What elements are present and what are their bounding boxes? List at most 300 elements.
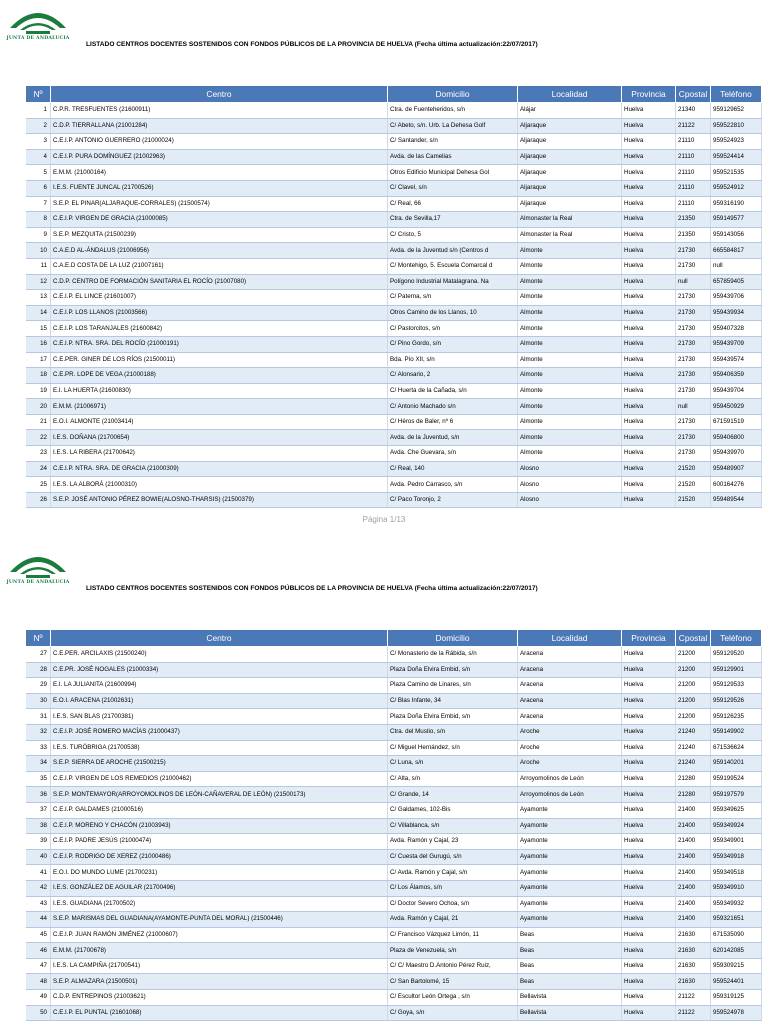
cell-cpostal: 21400 bbox=[676, 802, 711, 818]
cell-centro: E.M.M. (21000164) bbox=[51, 165, 388, 181]
table-row bbox=[26, 134, 762, 150]
cell-number: 14 bbox=[26, 305, 51, 321]
cell-cpostal: 21350 bbox=[676, 212, 711, 228]
cell-cpostal: 21400 bbox=[676, 849, 711, 865]
cell-number: 29 bbox=[26, 678, 51, 694]
cell-domicilio: C/ Pastorcitos, s/n bbox=[388, 321, 518, 337]
cell-centro: I.E.S. LA RIBERA (21700642) bbox=[51, 446, 388, 462]
table-row bbox=[26, 227, 762, 243]
cell-localidad: Almonte bbox=[518, 368, 622, 384]
cell-cpostal: 21110 bbox=[676, 165, 711, 181]
cell-localidad: Ayamonte bbox=[518, 896, 622, 912]
cell-telefono: 959524414 bbox=[711, 149, 762, 165]
cell-cpostal: 21280 bbox=[676, 771, 711, 787]
cell-domicilio: C/ Santander, s/n bbox=[388, 134, 518, 150]
cell-centro: C.D.P. CENTRO DE FORMACIÓN SANITARIA EL ROCÍO (21007080) bbox=[51, 274, 388, 290]
cell-provincia: Huelva bbox=[622, 990, 676, 1006]
cell-domicilio: Plaza Doña Elvira Embid, s/n bbox=[388, 709, 518, 725]
table-row bbox=[26, 477, 762, 493]
cell-centro: C.A.E.D COSTA DE LA LUZ (21007161) bbox=[51, 258, 388, 274]
cell-localidad: Almonte bbox=[518, 446, 622, 462]
cell-localidad: Beas bbox=[518, 943, 622, 959]
cell-centro: C.E.I.P. PADRE JESÚS (21000474) bbox=[51, 834, 388, 850]
cell-cpostal: 21200 bbox=[676, 662, 711, 678]
cell-centro: C.E.I.P. MORENO Y CHACÓN (21003943) bbox=[51, 818, 388, 834]
cell-domicilio: C/ Paterna, s/n bbox=[388, 290, 518, 306]
cell-cpostal: 21200 bbox=[676, 678, 711, 694]
cell-provincia: Huelva bbox=[622, 740, 676, 756]
col-header-localidad: Localidad bbox=[518, 86, 622, 103]
page-number: Página 1/13 bbox=[362, 515, 406, 524]
cell-cpostal: 21200 bbox=[676, 647, 711, 663]
table-row bbox=[26, 414, 762, 430]
cell-telefono: 959406800 bbox=[711, 430, 762, 446]
cell-centro: S.E.P. SIERRA DE AROCHE (21500215) bbox=[51, 756, 388, 772]
cell-telefono: 959129652 bbox=[711, 103, 762, 119]
cell-domicilio: C/ Alta, s/n bbox=[388, 771, 518, 787]
cell-domicilio: Ctra. de Sevilla,17 bbox=[388, 212, 518, 228]
cell-domicilio: Ctra. de Fuenteheridos, s/n bbox=[388, 103, 518, 119]
table-row bbox=[26, 740, 762, 756]
table-row bbox=[26, 802, 762, 818]
cell-provincia: Huelva bbox=[622, 399, 676, 415]
cell-provincia: Huelva bbox=[622, 461, 676, 477]
col-header-telefono: Teléfono bbox=[711, 86, 762, 103]
cell-provincia: Huelva bbox=[622, 709, 676, 725]
cell-cpostal: 21730 bbox=[676, 321, 711, 337]
junta-logo bbox=[6, 4, 70, 44]
col-header-domicilio: Domicilio bbox=[388, 86, 518, 103]
cell-cpostal: 21280 bbox=[676, 787, 711, 803]
cell-cpostal: 21110 bbox=[676, 149, 711, 165]
cell-cpostal: 21730 bbox=[676, 446, 711, 462]
cell-domicilio: C/ Luna, s/n bbox=[388, 756, 518, 772]
cell-domicilio: C/ Paco Toronjo, 2 bbox=[388, 492, 518, 508]
cell-number: 6 bbox=[26, 180, 51, 196]
cell-domicilio: C/ Miguel Hernández, s/n bbox=[388, 740, 518, 756]
cell-cpostal: 21240 bbox=[676, 724, 711, 740]
table-row bbox=[26, 896, 762, 912]
cell-number: 30 bbox=[26, 693, 51, 709]
cell-number: 33 bbox=[26, 740, 51, 756]
cell-centro: S.E.P. MARISMAS DEL GUADIANA(AYAMONTE-PUNTA DEL MORAL) (21500446) bbox=[51, 912, 388, 928]
cell-number: 48 bbox=[26, 974, 51, 990]
cell-provincia: Huelva bbox=[622, 492, 676, 508]
cell-number: 15 bbox=[26, 321, 51, 337]
cell-cpostal: 21200 bbox=[676, 693, 711, 709]
cell-domicilio: C/ Real, 140 bbox=[388, 461, 518, 477]
cell-number: 42 bbox=[26, 880, 51, 896]
junta-logo bbox=[6, 548, 70, 588]
cell-number: 22 bbox=[26, 430, 51, 446]
cell-domicilio: Avda. Che Guevara, s/n bbox=[388, 446, 518, 462]
cell-localidad: Ayamonte bbox=[518, 802, 622, 818]
cell-localidad: Almonte bbox=[518, 243, 622, 259]
cell-domicilio: Ctra. del Mustio, s/n bbox=[388, 724, 518, 740]
cell-telefono: 959349518 bbox=[711, 865, 762, 881]
cell-domicilio: C/ Escultor León Ortega , s/n bbox=[388, 990, 518, 1006]
cell-centro: S.E.P. ALMAZARA (21500501) bbox=[51, 974, 388, 990]
cell-domicilio: Avda. Ramón y Cajal, 23 bbox=[388, 834, 518, 850]
table-row bbox=[26, 196, 762, 212]
table-row bbox=[26, 243, 762, 259]
table-row bbox=[26, 709, 762, 725]
cell-number: 23 bbox=[26, 446, 51, 462]
cell-provincia: Huelva bbox=[622, 430, 676, 446]
cell-localidad: Beas bbox=[518, 927, 622, 943]
cell-centro: E.M.M. (21006971) bbox=[51, 399, 388, 415]
cell-telefono: 620142085 bbox=[711, 943, 762, 959]
cell-localidad: Aljaraque bbox=[518, 165, 622, 181]
cell-cpostal: 21122 bbox=[676, 118, 711, 134]
cell-centro: I.E.S. GONZÁLEZ DE AGUILAR (21700496) bbox=[51, 880, 388, 896]
cell-telefono: 959450929 bbox=[711, 399, 762, 415]
cell-centro: C.E.I.P. JOSÉ ROMERO MACÍAS (21000437) bbox=[51, 724, 388, 740]
cell-localidad: Aracena bbox=[518, 678, 622, 694]
cell-provincia: Huelva bbox=[622, 149, 676, 165]
cell-centro: I.E.S. FUENTE JUNCAL (21700526) bbox=[51, 180, 388, 196]
cell-cpostal: 21730 bbox=[676, 305, 711, 321]
cell-centro: C.E.I.P. NTRA. SRA. DEL ROCÍO (21000191) bbox=[51, 336, 388, 352]
table-row bbox=[26, 368, 762, 384]
cell-centro: C.E.I.P. LOS TARANJALES (21600842) bbox=[51, 321, 388, 337]
cell-cpostal: 21730 bbox=[676, 290, 711, 306]
cell-domicilio: C/ Goya, s/n bbox=[388, 1005, 518, 1021]
cell-telefono: 959319125 bbox=[711, 990, 762, 1006]
cell-provincia: Huelva bbox=[622, 368, 676, 384]
cell-telefono: 657859405 bbox=[711, 274, 762, 290]
cell-localidad: Alájar bbox=[518, 103, 622, 119]
cell-number: 25 bbox=[26, 477, 51, 493]
cell-cpostal: 21730 bbox=[676, 336, 711, 352]
cell-domicilio: C/ Huerta de la Cañada, s/n bbox=[388, 383, 518, 399]
cell-number: 5 bbox=[26, 165, 51, 181]
cell-centro: E.O.I. ALMONTE (21003414) bbox=[51, 414, 388, 430]
cell-cpostal: 21400 bbox=[676, 834, 711, 850]
cell-domicilio: C/ Blas Infante, 34 bbox=[388, 693, 518, 709]
cell-cpostal: 21400 bbox=[676, 880, 711, 896]
cell-number: 31 bbox=[26, 709, 51, 725]
table-row bbox=[26, 724, 762, 740]
cell-centro: I.E.S. GUADIANA (21700502) bbox=[51, 896, 388, 912]
cell-localidad: Almonte bbox=[518, 336, 622, 352]
cell-centro: I.E.S. TURÓBRIGA (21700538) bbox=[51, 740, 388, 756]
cell-number: 13 bbox=[26, 290, 51, 306]
table-row bbox=[26, 352, 762, 368]
cell-number: 39 bbox=[26, 834, 51, 850]
col-header-telefono: Teléfono bbox=[711, 630, 762, 647]
cell-telefono: 671591519 bbox=[711, 414, 762, 430]
cell-cpostal: 21122 bbox=[676, 1005, 711, 1021]
col-header-provincia: Provincia bbox=[622, 86, 676, 103]
cell-provincia: Huelva bbox=[622, 647, 676, 663]
table-row bbox=[26, 492, 762, 508]
cell-localidad: Aroche bbox=[518, 740, 622, 756]
cell-number: 12 bbox=[26, 274, 51, 290]
cell-number: 41 bbox=[26, 865, 51, 881]
table-row bbox=[26, 461, 762, 477]
cell-provincia: Huelva bbox=[622, 180, 676, 196]
cell-domicilio: C/ Real, 66 bbox=[388, 196, 518, 212]
cell-domicilio: Plaza de Venezuela, s/n bbox=[388, 943, 518, 959]
cell-number: 49 bbox=[26, 990, 51, 1006]
cell-localidad: Ayamonte bbox=[518, 880, 622, 896]
table-row bbox=[26, 756, 762, 772]
cell-cpostal: 21730 bbox=[676, 258, 711, 274]
table-header-row bbox=[26, 86, 762, 103]
table-row bbox=[26, 1005, 762, 1021]
junta-arch-icon bbox=[6, 4, 70, 38]
table-row bbox=[26, 180, 762, 196]
cell-number: 8 bbox=[26, 212, 51, 228]
cell-telefono: 959406359 bbox=[711, 368, 762, 384]
cell-number: 32 bbox=[26, 724, 51, 740]
table-row bbox=[26, 647, 762, 663]
cell-number: 17 bbox=[26, 352, 51, 368]
cell-centro: C.E.I.P. ANTONIO GUERRERO (21000024) bbox=[51, 134, 388, 150]
cell-localidad: Almonte bbox=[518, 399, 622, 415]
col-header-provincia: Provincia bbox=[622, 630, 676, 647]
cell-provincia: Huelva bbox=[622, 771, 676, 787]
cell-telefono: 959349910 bbox=[711, 880, 762, 896]
cell-domicilio: Plaza Camino de Linares, s/n bbox=[388, 678, 518, 694]
table-row bbox=[26, 118, 762, 134]
cell-number: 3 bbox=[26, 134, 51, 150]
cell-cpostal: 21520 bbox=[676, 492, 711, 508]
cell-number: 34 bbox=[26, 756, 51, 772]
cell-number: 19 bbox=[26, 383, 51, 399]
cell-telefono: 959316190 bbox=[711, 196, 762, 212]
cell-provincia: Huelva bbox=[622, 787, 676, 803]
cell-domicilio: C/ Cuesta del Gurugú, s/n bbox=[388, 849, 518, 865]
cell-telefono: 959524978 bbox=[711, 1005, 762, 1021]
cell-cpostal: 21200 bbox=[676, 709, 711, 725]
cell-provincia: Huelva bbox=[622, 974, 676, 990]
col-header-centro: Centro bbox=[51, 630, 388, 647]
cell-number: 46 bbox=[26, 943, 51, 959]
cell-number: 45 bbox=[26, 927, 51, 943]
cell-telefono: 959349901 bbox=[711, 834, 762, 850]
cell-localidad: Almonaster la Real bbox=[518, 227, 622, 243]
cell-centro: C.E.PR. LOPE DE VEGA (21000188) bbox=[51, 368, 388, 384]
cell-cpostal: 21730 bbox=[676, 430, 711, 446]
cell-localidad: Ayamonte bbox=[518, 849, 622, 865]
cell-telefono: 959439970 bbox=[711, 446, 762, 462]
cell-provincia: Huelva bbox=[622, 943, 676, 959]
cell-cpostal: 21400 bbox=[676, 912, 711, 928]
cell-localidad: Aljaraque bbox=[518, 118, 622, 134]
cell-localidad: Almonte bbox=[518, 290, 622, 306]
cell-localidad: Aroche bbox=[518, 756, 622, 772]
cell-domicilio: C/ Monasterio de la Rábida, s/n bbox=[388, 647, 518, 663]
cell-number: 16 bbox=[26, 336, 51, 352]
cell-telefono: 959439709 bbox=[711, 336, 762, 352]
cell-localidad: Beas bbox=[518, 974, 622, 990]
cell-number: 35 bbox=[26, 771, 51, 787]
table-row bbox=[26, 383, 762, 399]
cell-telefono: 959439706 bbox=[711, 290, 762, 306]
cell-telefono: 959143056 bbox=[711, 227, 762, 243]
cell-cpostal: 21630 bbox=[676, 958, 711, 974]
cell-domicilio: C/ Abeto, s/n. Urb. La Dehesa Golf bbox=[388, 118, 518, 134]
cell-centro: C.E.PER. GINER DE LOS RÍOS (21500011) bbox=[51, 352, 388, 368]
cell-localidad: Almonte bbox=[518, 305, 622, 321]
table-row bbox=[26, 103, 762, 119]
centers-table bbox=[25, 629, 762, 1021]
cell-telefono: 959522810 bbox=[711, 118, 762, 134]
cell-telefono: 959129526 bbox=[711, 693, 762, 709]
cell-domicilio: Avda. de las Camelias bbox=[388, 149, 518, 165]
cell-provincia: Huelva bbox=[622, 243, 676, 259]
cell-centro: E.I. LA HUERTA (21600830) bbox=[51, 383, 388, 399]
table-row bbox=[26, 974, 762, 990]
cell-localidad: Almonte bbox=[518, 414, 622, 430]
table-row bbox=[26, 912, 762, 928]
cell-provincia: Huelva bbox=[622, 896, 676, 912]
cell-provincia: Huelva bbox=[622, 212, 676, 228]
cell-telefono: 959140201 bbox=[711, 756, 762, 772]
cell-localidad: Bellavista bbox=[518, 990, 622, 1006]
cell-domicilio: C/ Pino Gordo, s/n bbox=[388, 336, 518, 352]
cell-telefono: 671536624 bbox=[711, 740, 762, 756]
cell-domicilio: C/ Francisco Vázquez Limón, 11 bbox=[388, 927, 518, 943]
table-row bbox=[26, 693, 762, 709]
cell-number: 1 bbox=[26, 103, 51, 119]
col-header-cpostal: Cpostal bbox=[676, 630, 711, 647]
cell-centro: E.I. LA JULIANITA (21600994) bbox=[51, 678, 388, 694]
cell-number: 43 bbox=[26, 896, 51, 912]
cell-localidad: Almonte bbox=[518, 321, 622, 337]
cell-number: 36 bbox=[26, 787, 51, 803]
cell-cpostal: 21630 bbox=[676, 943, 711, 959]
cell-telefono: 959439704 bbox=[711, 383, 762, 399]
table-row bbox=[26, 321, 762, 337]
cell-cpostal: 21122 bbox=[676, 990, 711, 1006]
cell-number: 4 bbox=[26, 149, 51, 165]
table-row bbox=[26, 399, 762, 415]
cell-domicilio: Avda. de la Juventud s/n (Centros d bbox=[388, 243, 518, 259]
col-header-centro: Centro bbox=[51, 86, 388, 103]
cell-telefono: 671535090 bbox=[711, 927, 762, 943]
cell-localidad: Ayamonte bbox=[518, 865, 622, 881]
cell-provincia: Huelva bbox=[622, 118, 676, 134]
document-title: LISTADO CENTROS DOCENTES SOSTENIDOS CON FONDOS PÚBLICOS DE LA PROVINCIA DE HUELVA (Fecha última actualización:22/07/2017) bbox=[86, 41, 538, 48]
cell-centro: C.E.PR. JOSÉ NOGALES (21000334) bbox=[51, 662, 388, 678]
centers-table bbox=[25, 85, 762, 508]
cell-number: 20 bbox=[26, 399, 51, 415]
cell-localidad: Aracena bbox=[518, 662, 622, 678]
cell-localidad: Almonte bbox=[518, 352, 622, 368]
cell-localidad: Almonte bbox=[518, 430, 622, 446]
cell-provincia: Huelva bbox=[622, 134, 676, 150]
cell-provincia: Huelva bbox=[622, 849, 676, 865]
cell-number: 11 bbox=[26, 258, 51, 274]
cell-number: 38 bbox=[26, 818, 51, 834]
cell-telefono: 665584817 bbox=[711, 243, 762, 259]
cell-number: 24 bbox=[26, 461, 51, 477]
cell-localidad: Alosno bbox=[518, 477, 622, 493]
cell-cpostal: 21630 bbox=[676, 927, 711, 943]
table-header-row bbox=[26, 630, 762, 647]
cell-localidad: Ayamonte bbox=[518, 912, 622, 928]
cell-centro: S.E.P. JOSÉ ANTONIO PÉREZ BOWIE(ALOSNO-THARSIS) (21500379) bbox=[51, 492, 388, 508]
cell-telefono: 959349918 bbox=[711, 849, 762, 865]
cell-telefono: null bbox=[711, 258, 762, 274]
col-header-number: Nº bbox=[26, 86, 51, 103]
cell-centro: C.E.I.P. PURA DOMÍNGUEZ (21002963) bbox=[51, 149, 388, 165]
cell-telefono: 959349932 bbox=[711, 896, 762, 912]
table-row bbox=[26, 771, 762, 787]
table-row bbox=[26, 943, 762, 959]
cell-localidad: Aljaraque bbox=[518, 196, 622, 212]
cell-provincia: Huelva bbox=[622, 756, 676, 772]
cell-cpostal: 21730 bbox=[676, 368, 711, 384]
cell-provincia: Huelva bbox=[622, 321, 676, 337]
table-row bbox=[26, 865, 762, 881]
table-row bbox=[26, 305, 762, 321]
cell-number: 27 bbox=[26, 647, 51, 663]
cell-localidad: Almonaster la Real bbox=[518, 212, 622, 228]
cell-localidad: Beas bbox=[518, 958, 622, 974]
cell-number: 37 bbox=[26, 802, 51, 818]
cell-localidad: Almonte bbox=[518, 383, 622, 399]
cell-telefono: 959489907 bbox=[711, 461, 762, 477]
cell-centro: C.E.I.P. EL LINCE (21601007) bbox=[51, 290, 388, 306]
cell-provincia: Huelva bbox=[622, 662, 676, 678]
cell-telefono: 959197579 bbox=[711, 787, 762, 803]
cell-centro: C.E.PER. ARCILAXIS (21500240) bbox=[51, 647, 388, 663]
table-row bbox=[26, 990, 762, 1006]
cell-cpostal: 21240 bbox=[676, 756, 711, 772]
table-row bbox=[26, 212, 762, 228]
cell-provincia: Huelva bbox=[622, 165, 676, 181]
cell-localidad: Almonte bbox=[518, 258, 622, 274]
col-header-number: Nº bbox=[26, 630, 51, 647]
table-row bbox=[26, 958, 762, 974]
cell-localidad: Aljaraque bbox=[518, 134, 622, 150]
cell-number: 10 bbox=[26, 243, 51, 259]
cell-provincia: Huelva bbox=[622, 258, 676, 274]
cell-domicilio: C/ Montehigo, 5. Escuela Comarcal d bbox=[388, 258, 518, 274]
cell-domicilio: C/ Los Álamos, s/n bbox=[388, 880, 518, 896]
cell-localidad: Aljaraque bbox=[518, 180, 622, 196]
cell-localidad: Aracena bbox=[518, 693, 622, 709]
table-row bbox=[26, 787, 762, 803]
cell-provincia: Huelva bbox=[622, 802, 676, 818]
cell-centro: C.E.I.P. JUAN RAMÓN JIMÉNEZ (21000607) bbox=[51, 927, 388, 943]
cell-domicilio: C/ San Bartolomé, 15 bbox=[388, 974, 518, 990]
cell-domicilio: Plaza Doña Elvira Embid, s/n bbox=[388, 662, 518, 678]
table-row bbox=[26, 258, 762, 274]
cell-provincia: Huelva bbox=[622, 865, 676, 881]
cell-localidad: Arroyomolinos de León bbox=[518, 771, 622, 787]
cell-domicilio: Otros Edificio Municipal Dehesa Gol bbox=[388, 165, 518, 181]
cell-cpostal: 21240 bbox=[676, 740, 711, 756]
cell-provincia: Huelva bbox=[622, 693, 676, 709]
cell-number: 40 bbox=[26, 849, 51, 865]
cell-centro: E.O.I. DO MUNDO LUME (21700231) bbox=[51, 865, 388, 881]
cell-localidad: Bellavista bbox=[518, 1005, 622, 1021]
cell-telefono: 959129520 bbox=[711, 647, 762, 663]
cell-cpostal: 21520 bbox=[676, 477, 711, 493]
cell-domicilio: C/ Héros de Baler, nº 6 bbox=[388, 414, 518, 430]
table-row bbox=[26, 149, 762, 165]
cell-number: 21 bbox=[26, 414, 51, 430]
cell-centro: C.A.E.D AL-ÁNDALUS (21006956) bbox=[51, 243, 388, 259]
cell-cpostal: 21340 bbox=[676, 103, 711, 119]
cell-localidad: Ayamonte bbox=[518, 818, 622, 834]
cell-provincia: Huelva bbox=[622, 477, 676, 493]
